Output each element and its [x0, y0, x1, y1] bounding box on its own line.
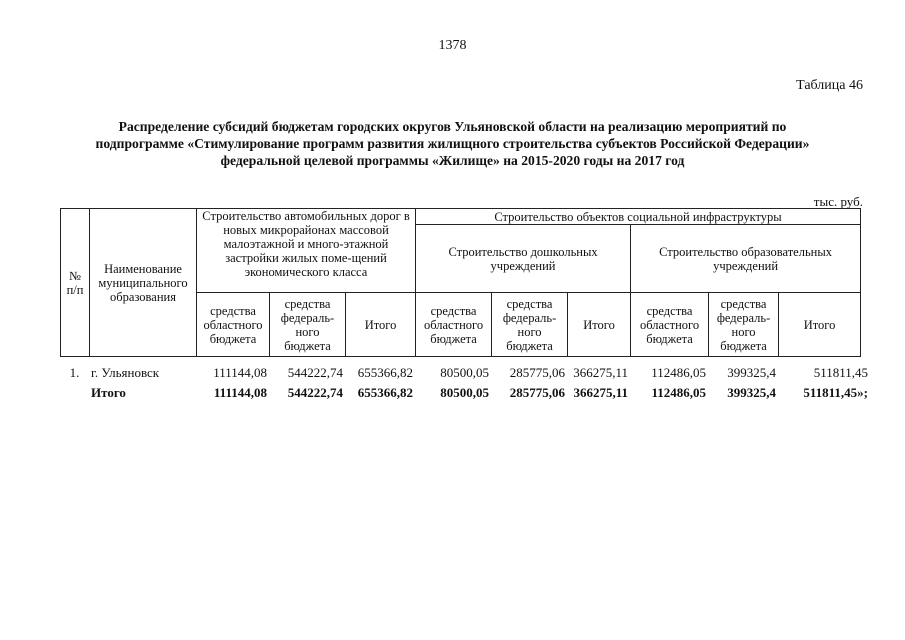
title-line-1: Распределение субсидий бюджетам городских округов Ульяновской области на реализацию мероприятий по [118, 119, 787, 134]
data-table [60, 363, 870, 403]
row-num: 1. [69, 365, 80, 380]
header-roads: Строительство автомобильных дорог в новых микрорайонах массовой малоэтажной и много-этажной застройки жилых поме-щений экономического класса [197, 209, 416, 293]
header-num: № п/п [61, 209, 90, 357]
cell-value: 111144,08 [213, 385, 267, 400]
page-number: 1378 [438, 38, 467, 53]
header-total-1: Итого [346, 293, 416, 357]
header-federal-3: средства федераль-ного бюджета [709, 293, 779, 357]
table-label: Таблица 46 [796, 78, 863, 93]
units-label: тыс. руб. [813, 194, 863, 209]
row-name: г. Ульяновск [91, 365, 160, 380]
header-federal-2: средства федераль-ного бюджета [492, 293, 568, 357]
cell-value: 285775,06 [509, 365, 565, 380]
header-regional-2: средства областного бюджета [416, 293, 492, 357]
cell-value: 399325,4 [727, 365, 776, 380]
header-social-infrastructure: Строительство объектов социальной инфраструктуры [416, 209, 861, 225]
cell-value: 111144,08 [213, 365, 267, 380]
table-row [60, 363, 870, 383]
header-federal-1: средства федераль-ного бюджета [270, 293, 346, 357]
header-total-2: Итого [568, 293, 631, 357]
cell-value: 399325,4 [727, 385, 776, 400]
cell-value: 544222,74 [287, 365, 343, 380]
cell-value: 511811,45»; [803, 385, 868, 400]
cell-value: 112486,05 [651, 365, 706, 380]
cell-value: 112486,05 [651, 385, 706, 400]
document-title [60, 118, 845, 169]
cell-value: 655366,82 [357, 365, 413, 380]
cell-value: 366275,11 [573, 385, 628, 400]
cell-value: 285775,06 [509, 385, 565, 400]
header-regional-3: средства областного бюджета [631, 293, 709, 357]
row-num [60, 383, 89, 403]
cell-value: 544222,74 [287, 385, 343, 400]
cell-value: 655366,82 [357, 385, 413, 400]
cell-value: 366275,11 [573, 365, 628, 380]
title-line-3: федеральной целевой программы «Жилище» на 2015-2020 годы на 2017 год [220, 153, 685, 168]
header-name: Наименование муниципального образования [90, 209, 197, 357]
table-row-total [60, 383, 870, 403]
header-regional-1: средства областного бюджета [197, 293, 270, 357]
header-preschool: Строительство дошкольных учреждений [416, 225, 631, 293]
row-name: Итого [91, 385, 126, 400]
title-line-2: подпрограмме «Стимулирование программ развития жилищного строительства субъектов Российской Федерации» [95, 136, 810, 151]
header-schools: Строительство образовательных учреждений [631, 225, 861, 293]
cell-value: 80500,05 [440, 365, 489, 380]
header-total-3: Итого [779, 293, 861, 357]
cell-value: 80500,05 [440, 385, 489, 400]
header-table [60, 208, 861, 357]
cell-value: 511811,45 [813, 365, 868, 380]
